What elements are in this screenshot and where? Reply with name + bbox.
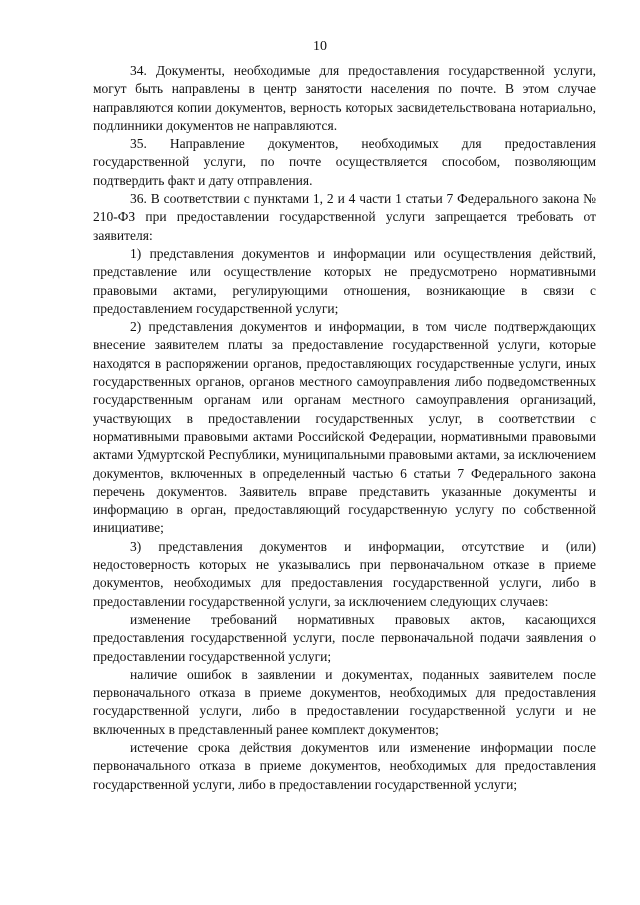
exception-item: изменение требований нормативных правовых актов, касающихся предоставления государственной услуги, после первоначальной подачи заявления о предоставлении государственной услуги; — [93, 611, 596, 664]
list-item-1: 1) представления документов и информации или осуществления действий, представление или осуществление которых не предусмотрено нормативными правовыми актами, регулирующими отношения, возникающие в связи с предоставлением государственной услуги; — [93, 245, 596, 316]
paragraph-35: 35. Направление документов, необходимых для предоставления государственной услуги, по почте осуществляется способом, позволяющим подтвердить факт и дату отправления. — [93, 136, 596, 188]
page-number: 10 — [313, 39, 327, 54]
document-body — [93, 62, 596, 794]
exception-item: истечение срока действия документов или изменение информации после первоначального отказа в приеме документов, необходимых для предоставления государственной услуги, либо в предоставлении государственной услуги; — [93, 739, 596, 792]
exception-item: наличие ошибок в заявлении и документах, поданных заявителем после первоначального отказа в приеме документов, необходимых для предоставления государственной услуги, либо в предоставлении государственной услуги и не включенных в представленный ранее комплект документов; — [93, 666, 596, 737]
paragraph-36: 36. В соответствии с пунктами 1, 2 и 4 части 1 статьи 7 Федерального закона № 210-ФЗ при предоставлении государственной услуги запрещается требовать от заявителя: — [93, 191, 596, 243]
list-item-3: 3) представления документов и информации, отсутствие и (или) недостоверность которых не указывались при первоначальном отказе в приеме документов, необходимых для предоставления государственной услуги, либо в предоставлении государственной услуги, за исключением следующих случаев: — [93, 538, 596, 609]
list-item-2: 2) представления документов и информации, в том числе подтверждающих внесение заявителем платы за предоставление государственной услуги, которые находятся в распоряжении органов, предоставляющих государственные услуги, иных государственных органов, органов местного самоуправления либо подведомственных государственным органам или органам местного самоуправления организаций, участвующих в предоставлении государственных услуг, в соответствии с нормативными правовыми актами Российской Федерации, нормативными правовыми актами Удмуртской Республики, муниципальными правовыми актами, за исключением документов, включенных в определенный частью 6 статьи 7 Федерального закона перечень документов. Заявитель вправе представить указанные документы и информацию в орган, предоставляющий государственную услугу по собственной инициативе; — [93, 319, 596, 536]
paragraph-34: 34. Документы, необходимые для предоставления государственной услуги, могут быть направлены в центр занятости населения по почте. В этом случае направляются копии документов, верность которых засвидетельствована нотариально, подлинники документов не направляются. — [93, 63, 596, 133]
